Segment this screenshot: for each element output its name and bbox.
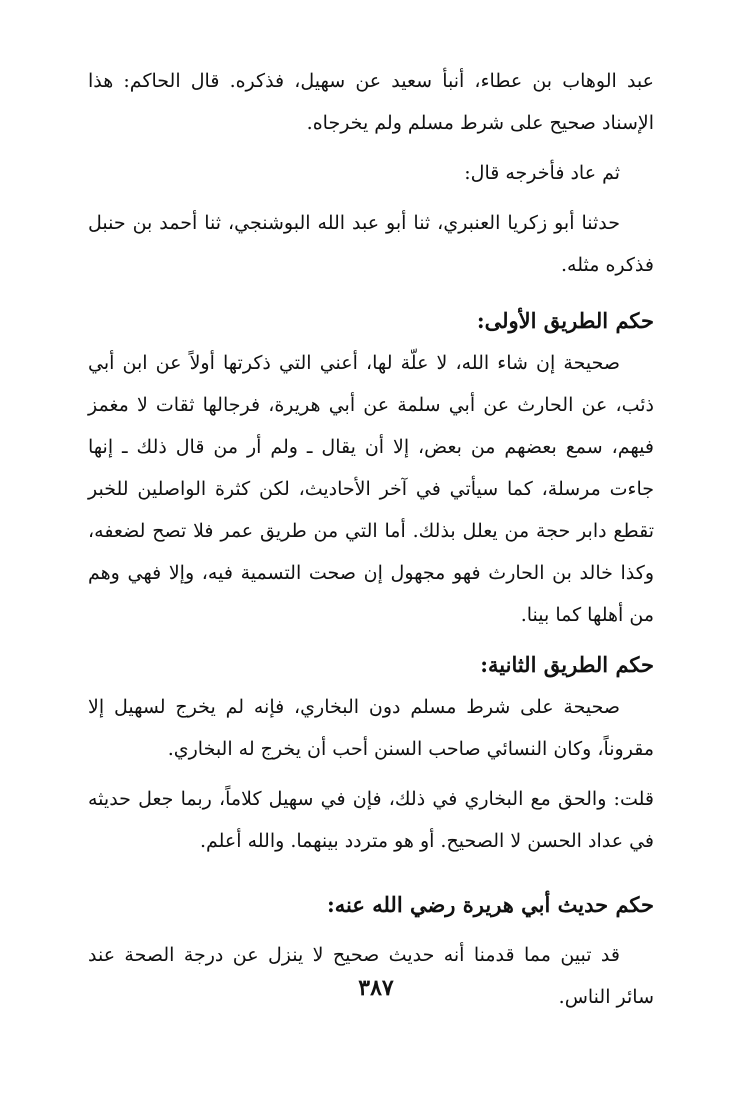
paragraph-isnad-continuation: عبد الوهاب بن عطاء، أنبأ سعيد عن سهيل، فذكره. قال الحاكم: هذا الإسناد صحيح على شرط مسلم ولم يخرجاه. — [88, 70, 654, 134]
paragraph-then-returned: ثم عاد فأخرجه قال: — [464, 162, 620, 184]
heading-second-route: حكم الطريق الثانية: — [480, 652, 654, 677]
paragraph-first-route-ruling: صحيحة إن شاء الله، لا علّة لها، أعني التي ذكرتها أولاً عن ابن أبي ذئب، عن الحارث عن أبي سلمة عن أبي هريرة، فرجالها ثقات لا مغمز فيهم، سمع بعضهم من بعض، إلا أن يقال ـ ولم أر من قال ذلك ـ إنها جاءت مرسلة، كما سيأتي في آخر الأحاديث، لكن كثرة الواصلين للخبر تقطع دابر حجة من يعلل بذلك. أما التي من طريق عمر فلا تصح لضعفه، وكذا خالد بن الحارث فهو مجهول إن صحت التسمية فيه، وإلا فهي وهم من أهلها كما بينا. — [88, 352, 654, 626]
paragraph-abu-hurayra-ruling: قد تبين مما قدمنا أنه حديث صحيح لا ينزل عن درجة الصحة عند سائر الناس. — [88, 944, 654, 1008]
paragraph-author-comment: قلت: والحق مع البخاري في ذلك، فإن في سهيل كلاماً، ربما جعل حديثه في عداد الحسن لا الصحيح. أو هو متردد بينهما. والله أعلم. — [88, 788, 654, 852]
heading-first-route: حكم الطريق الأولى: — [476, 308, 654, 333]
paragraph-second-route-ruling: صحيحة على شرط مسلم دون البخاري، فإنه لم يخرج لسهيل إلا مقروناً، وكان النسائي صاحب السنن أحب أن يخرج له البخاري. — [88, 696, 654, 760]
paragraph-hadith-chain: حدثنا أبو زكريا العنبري، ثنا أبو عبد الله البوشنجي، ثنا أحمد بن حنبل فذكره مثله. — [88, 212, 654, 276]
page-body — [88, 60, 654, 1018]
page-number: ٣٨٧ — [358, 975, 394, 1001]
heading-abu-hurayra-hadith: حكم حديث أبي هريرة رضي الله عنه: — [327, 892, 654, 917]
